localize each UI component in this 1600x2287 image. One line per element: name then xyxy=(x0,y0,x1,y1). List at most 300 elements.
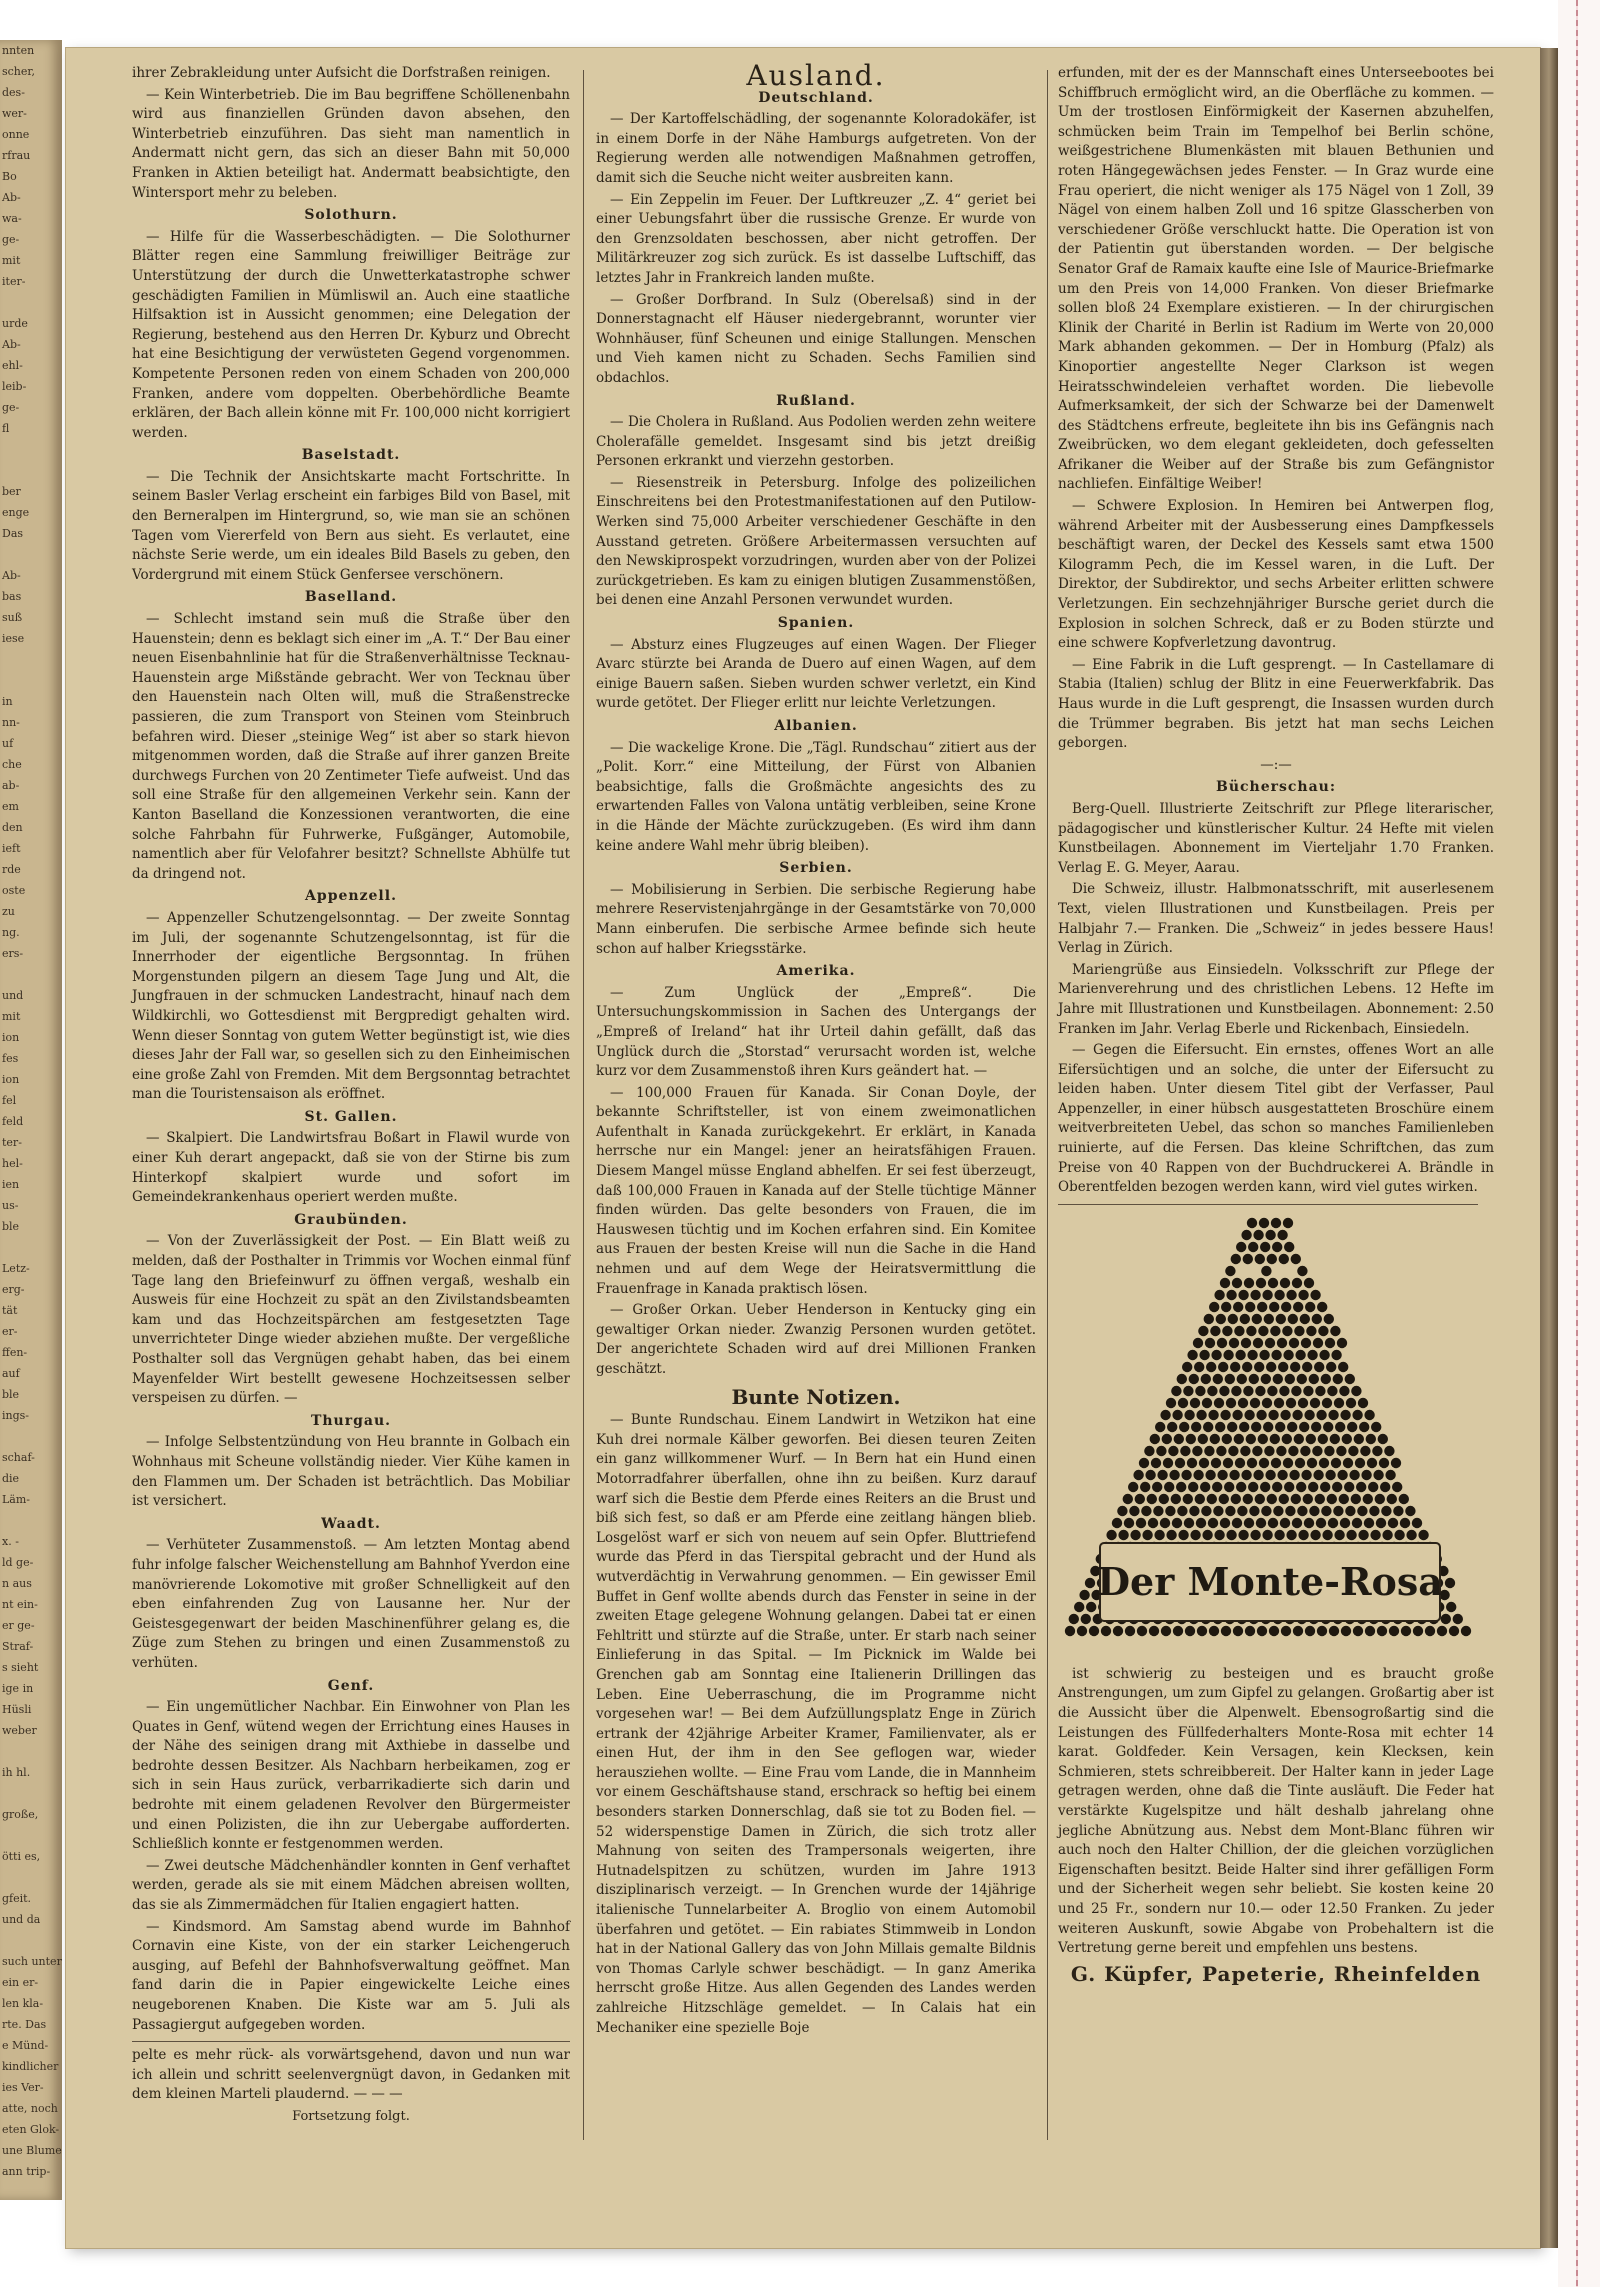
mountain-dot xyxy=(1401,1626,1411,1636)
mountain-dot xyxy=(1248,1242,1258,1252)
mountain-dot xyxy=(1339,1386,1349,1396)
adjacent-page-fragment xyxy=(0,1741,62,1762)
mountain-dot xyxy=(1243,1254,1253,1264)
mountain-dot xyxy=(1326,1362,1336,1372)
mountain-dot xyxy=(1257,1302,1267,1312)
mountain-dot xyxy=(1358,1530,1368,1540)
adjacent-page-fragment: Das xyxy=(2,527,24,540)
adjacent-page-fragment: bas xyxy=(2,590,22,603)
adjacent-page-fragment: in xyxy=(2,695,13,708)
mountain-dot xyxy=(1346,1398,1356,1408)
mountain-dot xyxy=(1282,1326,1292,1336)
adjacent-page-fragment: rfrau xyxy=(2,149,31,162)
adjacent-page-fragment xyxy=(0,670,62,691)
mountain-dot xyxy=(1189,1374,1199,1384)
adjacent-page-fragment: urde xyxy=(2,317,28,330)
mountain-dot xyxy=(1453,1614,1463,1624)
section-heading: Rußland. xyxy=(776,392,856,409)
mountain-dot xyxy=(1332,1482,1342,1492)
mountain-dot xyxy=(1292,1278,1302,1288)
advertisement-monte-rosa xyxy=(1058,1204,1478,1665)
mountain-dot xyxy=(1323,1422,1333,1432)
mountain-dot xyxy=(1277,1338,1287,1348)
mountain-dot xyxy=(1384,1446,1394,1456)
mountain-dot xyxy=(1296,1482,1306,1492)
mountain-dot xyxy=(1264,1446,1274,1456)
mountain-dot xyxy=(1142,1530,1152,1540)
mountain-dot xyxy=(1259,1458,1269,1468)
column-rule xyxy=(583,70,584,2140)
mountain-dot xyxy=(1327,1386,1337,1396)
mountain-dot xyxy=(1298,1290,1308,1300)
section-heading: Baselstadt. xyxy=(301,447,401,464)
mountain-dot xyxy=(1337,1470,1347,1480)
mountain-dot xyxy=(1329,1626,1339,1636)
mountain-dot xyxy=(1168,1446,1178,1456)
mountain-dot xyxy=(1266,1362,1276,1372)
mountain-dot xyxy=(1319,1350,1329,1360)
mountain-dot xyxy=(1342,1434,1352,1444)
mountain-dot xyxy=(1279,1254,1289,1264)
advertisement-signature: G. Küpfer, Papeterie, Rheinfelden xyxy=(1070,1961,1482,1986)
mountain-dot xyxy=(1135,1494,1145,1504)
mountain-dot xyxy=(1282,1434,1292,1444)
mountain-dot xyxy=(1405,1506,1415,1516)
mountain-dot xyxy=(1288,1446,1298,1456)
article-text: — Mobilisierung in Serbien. Die serbische Regierung habe mehrere Reservistenjahrgänge in der Gesamtstärke von 70,000 Mann einberufen. Die serbische Armee befinde sich heute schon auf halber Kriegsstärke. xyxy=(596,881,1036,957)
mountain-dot xyxy=(1399,1494,1409,1504)
mountain-dot xyxy=(1152,1482,1162,1492)
mountain-dot xyxy=(1228,1446,1238,1456)
mountain-dot xyxy=(1245,1626,1255,1636)
mountain-dot xyxy=(1270,1326,1280,1336)
mountain-dot xyxy=(1281,1302,1291,1312)
adjacent-page-fragment: und xyxy=(2,989,24,1002)
mountain-dot xyxy=(1214,1530,1224,1540)
adjacent-page-fragment: x. - xyxy=(2,1535,19,1548)
adjacent-page-fragment: oste xyxy=(2,884,26,897)
article-text: pelte es mehr rück- als vorwärtsgehend, davon und nun war ich allein und schritt seelenvergnügt davon, in Gedanken mit dem kleinen Marteli plaudernd. — — — xyxy=(132,2047,570,2103)
adjacent-page-edge xyxy=(0,40,62,2200)
mountain-dot xyxy=(1226,1290,1236,1300)
mountain-dot xyxy=(1081,1614,1091,1624)
mountain-dot xyxy=(1216,1314,1226,1324)
adjacent-page-fragment: ies Ver- xyxy=(2,2081,44,2094)
mountain-dot xyxy=(1300,1446,1310,1456)
mountain-dot xyxy=(1232,1518,1242,1528)
mountain-dot xyxy=(1251,1422,1261,1432)
mountain-dot xyxy=(1125,1626,1135,1636)
mountain-dot xyxy=(1141,1506,1151,1516)
mountain-dot xyxy=(1340,1518,1350,1528)
adjacent-page-fragment: ih hl. xyxy=(2,1766,31,1779)
mountain-dot xyxy=(1198,1326,1208,1336)
article-text: — Schlecht imstand sein muß die Straße über den Hauenstein; denn es beklagt sich einer im „A. T.“ Der Bau einer neuen Eisenbahnlinie hat für die Straßenverhältnisse Tecknau-Hauenstein arge Mißstände gebracht. Wer von Tecknau über den Hauenstein nach Olten will, muß die Straßenstrecke passieren, die zum Transport von Steinen vom Steinbruch befahren wird. Dieser „steinige Weg“ ist aber so stark hievon mitgenommen worden, daß die Straße auf ihrer ganzen Breite durchwegs Furchen von 20 Zentimeter Tiefe aufweist. Und das soll eine Straße für den allgemeinen Verkehr sein. Kann der Kanton Baselland die Konzessionen verantworten, die eine solche Fahrbahn für Fuhrwerke, Fußgänger, Automobile, namentlich aber für Velofahrer besitzt? Schnellste Abhülfe tut da dringend not. xyxy=(132,611,570,882)
mountain-dot xyxy=(1217,1470,1227,1480)
mountain-dot xyxy=(1304,1278,1314,1288)
mountain-dot xyxy=(1301,1470,1311,1480)
mountain-dot xyxy=(1250,1398,1260,1408)
mountain-dot xyxy=(1306,1434,1316,1444)
mountain-dot xyxy=(1324,1314,1334,1324)
adjacent-page-fragment: ge- xyxy=(2,233,20,246)
section-heading: Baselland. xyxy=(304,589,398,606)
mountain-dot xyxy=(1171,1386,1181,1396)
adjacent-page-fragment: onne xyxy=(2,128,30,141)
adjacent-page-fragment: hel- xyxy=(2,1157,23,1170)
mountain-dot xyxy=(1372,1446,1382,1456)
section-heading: Spanien. xyxy=(777,615,855,632)
adjacent-page-fragment: nnten xyxy=(2,44,35,57)
mountain-dot xyxy=(1333,1506,1343,1516)
mountain-dot xyxy=(1265,1470,1275,1480)
mountain-dot xyxy=(1312,1314,1322,1324)
mountain-dot xyxy=(1304,1518,1314,1528)
mountain-dot xyxy=(1305,1302,1315,1312)
adjacent-page-fragment: ble xyxy=(2,1388,20,1401)
mountain-dot xyxy=(1321,1506,1331,1516)
mountain-dot xyxy=(1190,1398,1200,1408)
mountain-dot xyxy=(1241,1230,1251,1240)
mountain-dot xyxy=(1320,1482,1330,1492)
mountain-dot xyxy=(1279,1494,1289,1504)
mountain-dot xyxy=(1231,1386,1241,1396)
mountain-dot xyxy=(1280,1518,1290,1528)
mountain-dot xyxy=(1197,1626,1207,1636)
mountain-dot xyxy=(1153,1506,1163,1516)
mountain-dot xyxy=(1196,1410,1206,1420)
mountain-dot xyxy=(1378,1434,1388,1444)
article-text: — Zum Unglück der „Empreß“. Die Untersuchungskommission in Sachen des Untergangs der „Empreß of Ireland“ hat ihr Urteil dahin gefällt, daß das Unglück durch die „Storstad“ verursacht worden ist, welche kurz vor dem Zusammenstoß ihren Kurs geändert hat. — xyxy=(596,984,1036,1080)
mountain-dot xyxy=(1235,1350,1245,1360)
mountain-dot xyxy=(1244,1518,1254,1528)
mountain-dot xyxy=(1213,1506,1223,1516)
mountain-dot xyxy=(1369,1506,1379,1516)
adjacent-page-fragment: den xyxy=(2,821,23,834)
article-text: — Eine Fabrik in die Luft gesprengt. — In Castellamare di Stabia (Italien) schlug der Blitz in eine Feuerwerkfabrik. Das Haus wurde in die Luft gesprengt, die Insassen wurden durch die Trümmer begraben. Bis jetzt hat man sechs Leichen geborgen. xyxy=(1058,656,1494,752)
adjacent-page-fragment: Ab- xyxy=(2,191,21,204)
mountain-dot xyxy=(1233,1626,1243,1636)
mountain-dot xyxy=(1334,1530,1344,1540)
mountain-dot xyxy=(1280,1278,1290,1288)
mountain-dot xyxy=(1250,1530,1260,1540)
mountain-dot xyxy=(1366,1434,1376,1444)
adjacent-page-fragment: feld xyxy=(2,1115,24,1128)
adjacent-page-fragment: atte, noch xyxy=(2,2102,58,2115)
adjacent-page-fragment: zu xyxy=(2,905,15,918)
section-heading: Amerika. xyxy=(776,963,856,980)
adjacent-page-fragment: rde xyxy=(2,863,21,876)
adjacent-page-fragment: us- xyxy=(2,1199,19,1212)
mountain-dot xyxy=(1233,1302,1243,1312)
mountain-dot xyxy=(1375,1494,1385,1504)
mountain-dot xyxy=(1387,1494,1397,1504)
mountain-dot xyxy=(1305,1626,1315,1636)
mountain-dot xyxy=(1368,1482,1378,1492)
mountain-dot xyxy=(1204,1446,1214,1456)
mountain-dot xyxy=(1172,1518,1182,1528)
mountain-dot xyxy=(1222,1434,1232,1444)
mountain-dot xyxy=(1179,1422,1189,1432)
mountain-dot xyxy=(1259,1218,1269,1228)
mountain-dot xyxy=(1196,1518,1206,1528)
mountain-dot xyxy=(1310,1290,1320,1300)
article-text: — Infolge Selbstentzündung von Heu brannte in Golbach ein Wohnhaus mit Scheune vollständig nieder. Vier Kühe kamen in den Flammen um. Der Schaden ist beträchtlich. Das Mobiliar ist versichert. xyxy=(132,1434,570,1510)
mountain-dot xyxy=(1253,1338,1263,1348)
mountain-dot xyxy=(1289,1338,1299,1348)
column-rule xyxy=(1047,70,1048,2140)
mountain-dot xyxy=(1137,1626,1147,1636)
mountain-dot xyxy=(1210,1434,1220,1444)
mountain-dot xyxy=(1194,1362,1204,1372)
article-text: — Bunte Rundschau. Einem Landwirt in Wetzikon hat eine Kuh drei normale Kälber geworfen. Bei diesen teuren Zeiten ein ganz willkommener Wurf. — In Bern hat ein Hund einen Motorradfahrer überfallen, ohne ihn zu beißen. Kurz darauf warf sich die Bestie dem Pferde eines Reiters an die Brust und biß sich fest, so daß er am Pferde eine zeitlang hängen blieb. Losgelöst warf er sich von neuem auf sein Opfer. Bluttriefend wurde das Pferd in das Tierspital gebracht und der Hund als wutverdächtig in Verwahrung genommen. — Ein gewisser Emil Buffet in Genf wollte abends durch das Fenster in seine in der zweiten Etage gelegene Wohnung gelangen. Dabei tat er einen Fehltritt und stürzte auf die Straße, unter. Er starb nach seiner Einlieferung in das Spital. — Im Picknick im Walde bei Grenchen gab am Sonntag eine Italienerin Drillingen das Leben. Eine Ueberraschung, die im Programme nicht vorgesehen war! — Bei dem Aufzüllungsplatz Enge in Zürich ertrank der 42jährige Arbeiter Kramer, Familienvater, als er einen Hut, der ihm in den See geflogen war, wieder herausziehen wollte. — Eine Frau vom Lande, die in Mannheim vor einem Geschäftshause stand, erschrack so heftig bei einem besonders starken Donnerschlag, daß sie tot zu Boden fiel. — 52 widerspenstige Damen in Zürich, die sich trotz aller Mahnung von seiten des Trampersonals weigerten, ihre Hutnadelspitzen zu schützen, wurden im Jahre 1913 disziplinarisch verzeigt. — In Grenchen wurde der 14jährige italienische Tunnelarbeiter A. Broglio von einem Automobil überfahren und getötet. — Ein rabiates Stimmweib in London hat in der National Gallery das von John Millais gemalte Bildnis von Thomas Carlyle schwer beschädigt. — In ganz Amerika herrscht große Hitze. Aus allen Gegenden des Landes werden zahlreiche Hitzschläge gemeldet. — In Calais hat ein Mechaniker eine spezielle Boje xyxy=(596,1412,1036,2036)
mountain-dot xyxy=(1340,1410,1350,1420)
mountain-dot xyxy=(1335,1422,1345,1432)
adjacent-page-fragment: rte. Das xyxy=(2,2018,47,2031)
adjacent-page-fragment: s sieht xyxy=(2,1661,39,1674)
mountain-dot xyxy=(1346,1530,1356,1540)
adjacent-page-fragment: ieft xyxy=(2,842,21,855)
mountain-dot xyxy=(1159,1494,1169,1504)
mountain-dot xyxy=(1257,1626,1267,1636)
mountain-dot xyxy=(1272,1482,1282,1492)
mountain-dot xyxy=(1232,1278,1242,1288)
mountain-dot xyxy=(1189,1506,1199,1516)
mountain-dot xyxy=(1193,1470,1203,1480)
adjacent-page-fragment: nn- xyxy=(2,716,20,729)
adjacent-page-fragment: ige in xyxy=(2,1682,34,1695)
mountain-dot xyxy=(1262,1398,1272,1408)
adjacent-page-fragment: kindlicher xyxy=(2,2060,59,2073)
mountain-dot xyxy=(1128,1482,1138,1492)
mountain-dot xyxy=(1234,1434,1244,1444)
mountain-dot xyxy=(1292,1410,1302,1420)
mountain-dot xyxy=(1167,1422,1177,1432)
mountain-dot xyxy=(1461,1626,1471,1636)
mountain-dot xyxy=(1263,1422,1273,1432)
adjacent-page-fragment: ehl- xyxy=(2,359,23,372)
mountain-dot xyxy=(1310,1398,1320,1408)
mountain-dot xyxy=(1238,1290,1248,1300)
mountain-dot xyxy=(1328,1518,1338,1528)
mountain-dot xyxy=(1222,1326,1232,1336)
mountain-dot xyxy=(1175,1458,1185,1468)
mountain-dot xyxy=(1086,1602,1096,1612)
mountain-dot xyxy=(1133,1470,1143,1480)
mountain-dot xyxy=(1365,1626,1375,1636)
mountain-dot xyxy=(1211,1458,1221,1468)
mountain-dot xyxy=(1300,1314,1310,1324)
mountain-dot xyxy=(1337,1338,1347,1348)
mountain-dot xyxy=(1118,1530,1128,1540)
mountain-dot xyxy=(1360,1446,1370,1456)
adjacent-page-fragment xyxy=(0,1237,62,1258)
mountain-dot xyxy=(1262,1290,1272,1300)
article-text: — Verhüteter Zusammenstoß. — Am letzten Montag abend fuhr infolge falscher Weichenstellung am Bahnhof Yverdon eine manövrierende Lokomotive mit großer Schnelligkeit auf den eben einfahrenden Zug von Lausanne her. Nur der Geistesgegenwart der beiden Maschinenführer gelang es, die Züge zum Stehen zu bringen und einen Zusammenstoß zu verhüten. xyxy=(132,1537,570,1671)
mountain-dot xyxy=(1185,1626,1195,1636)
mountain-dot xyxy=(1446,1602,1456,1612)
mountain-dot xyxy=(1315,1386,1325,1396)
mountain-dot xyxy=(1400,1518,1410,1528)
mountain-dot xyxy=(1216,1446,1226,1456)
mountain-dot xyxy=(1124,1518,1134,1528)
article-text: — Die Cholera in Rußland. Aus Podolien werden zehn weitere Cholerafälle gemeldet. Insgesamt sind bis jetzt dreißig Personen erkrankt und vierzehn gestorben. xyxy=(596,414,1036,470)
advertisement-title: Der Monte-Rosa xyxy=(1097,1558,1443,1604)
section-heading: Appenzell. xyxy=(305,888,397,905)
mountain-dot xyxy=(1265,1338,1275,1348)
mountain-dot xyxy=(1292,1518,1302,1528)
mountain-dot xyxy=(1445,1578,1455,1588)
adjacent-page-fragment: len kla- xyxy=(2,1997,44,2010)
mountain-dot xyxy=(1228,1314,1238,1324)
adjacent-page-fragment: che xyxy=(2,758,22,771)
mountain-dot xyxy=(1065,1626,1075,1636)
mountain-dot xyxy=(1361,1470,1371,1480)
article-text: — Skalpiert. Die Landwirtsfrau Boßart in Flawil wurde von einer Kuh derart angepackt, daß sie von der Stirne bis zum Hinterkopf skalpiert wurde und sofort im Gemeindekrankenhaus operiert werden mußte. xyxy=(132,1130,570,1206)
mountain-dot xyxy=(1219,1386,1229,1396)
mountain-dot xyxy=(1201,1374,1211,1384)
mountain-dot xyxy=(1069,1614,1079,1624)
article-text: — Hilfe für die Wasserbeschädigten. — Die Solothurner Blätter regen eine Sammlung freiwilliger Beiträge zur Unterstützung der durch die Unwetterkatastrophe schwer geschädigten Familien in Mümliswil an. Auch eine staatliche Hilfsaktion ist in Aussicht genommen; eine Delegation der Regierung, bestehend aus den Herren Dr. Kyburz und Obrecht hat eine Besichtigung der verwüsteten Gegend vorgenommen. Kompetente Personen reden von einem Schaden von 200,000 Franken, andere vom doppelten. Oberbehördliche Beamte erklären, der Bach allein könne mit Fr. 100,000 nicht korrigiert werden. xyxy=(132,228,570,441)
column-3 xyxy=(1058,64,1494,2154)
mountain-dot xyxy=(1198,1434,1208,1444)
adjacent-page-fragment: auf xyxy=(2,1367,20,1380)
mountain-dot xyxy=(1298,1398,1308,1408)
adjacent-page-fragment: iese xyxy=(2,632,25,645)
mountain-dot xyxy=(1243,1494,1253,1504)
mountain-dot xyxy=(1306,1326,1316,1336)
adjacent-page-fragment: uf xyxy=(2,737,14,750)
page-edge-strip xyxy=(1540,48,1558,2248)
mountain-dot xyxy=(1223,1350,1233,1360)
adjacent-page-fragment xyxy=(0,1426,62,1447)
mountain-dot xyxy=(1273,1374,1283,1384)
mountain-dot xyxy=(1213,1374,1223,1384)
mountain-dot xyxy=(1303,1494,1313,1504)
adjacent-page-fragment: fel xyxy=(2,1094,17,1107)
adjacent-page-fragment: scher, xyxy=(2,65,35,78)
mountain-dot xyxy=(1253,1470,1263,1480)
adjacent-page-fragment xyxy=(0,292,62,313)
mountain-dot xyxy=(1303,1386,1313,1396)
mountain-dot xyxy=(1191,1422,1201,1432)
adjacent-page-fragment: ffen- xyxy=(2,1346,28,1359)
mountain-dot xyxy=(1291,1254,1301,1264)
mountain-dot xyxy=(1219,1494,1229,1504)
adjacent-page-fragment: Hüsli xyxy=(2,1703,32,1716)
mountain-dot xyxy=(1165,1506,1175,1516)
binding-margin xyxy=(1558,0,1600,2287)
mountain-dot xyxy=(1218,1362,1228,1372)
mountain-dot xyxy=(1275,1422,1285,1432)
mountain-dot xyxy=(1211,1350,1221,1360)
mountain-dot xyxy=(1309,1374,1319,1384)
mountain-dot xyxy=(1199,1350,1209,1360)
mountain-dot xyxy=(1388,1518,1398,1528)
separator: —:— xyxy=(1260,756,1292,773)
mountain-dot xyxy=(1393,1506,1403,1516)
mountain-dot xyxy=(1376,1518,1386,1528)
mountain-dot xyxy=(1291,1494,1301,1504)
mountain-dot xyxy=(1312,1446,1322,1456)
mountain-dot xyxy=(1267,1386,1277,1396)
adjacent-page-fragment: leib- xyxy=(2,380,27,393)
mountain-dot xyxy=(1148,1518,1158,1528)
mountain-dot xyxy=(1236,1242,1246,1252)
mountain-dot xyxy=(1273,1506,1283,1516)
article-text: Mariengrüße aus Einsiedeln. Volksschrift zur Pflege der Marienverehrung und des christlichen Lebens. 12 Hefte im Jahre mit Illustrationen und Kunstbeilagen. Abonnement: 2.50 Franken im Jahr. Verlag Eberle und Rickenbach, Einsiedeln. xyxy=(1058,961,1494,1037)
mountain-dot xyxy=(1380,1482,1390,1492)
mountain-dot xyxy=(1234,1326,1244,1336)
mountain-dot xyxy=(1245,1302,1255,1312)
adjacent-page-fragment xyxy=(0,1825,62,1846)
mountain-dot xyxy=(1276,1446,1286,1456)
adjacent-page-fragment xyxy=(0,649,62,670)
mountain-dot xyxy=(1281,1626,1291,1636)
mountain-dot xyxy=(1297,1506,1307,1516)
mountain-dot xyxy=(1311,1422,1321,1432)
mountain-dot xyxy=(1406,1530,1416,1540)
mountain-dot xyxy=(1283,1218,1293,1228)
mountain-dot xyxy=(1267,1254,1277,1264)
mountain-dot xyxy=(1370,1530,1380,1540)
mountain-dot xyxy=(1271,1218,1281,1228)
mountain-dot xyxy=(1195,1386,1205,1396)
mountain-dot xyxy=(1113,1626,1123,1636)
adjacent-page-fragment: fl xyxy=(2,422,10,435)
advertisement-text: ist schwierig zu besteigen und es braucht große Anstrengungen, um zum Gipfel zu gelangen. Großartig aber ist die Aussicht über die Alpenwelt. Ebensogroßartig sind die Leistungen des Füllfederhalters Monte-Rosa mit echter 14 karat. Goldfeder. Kein Versagen, kein Klecksen, kein Schmieren, stets schreibbereit. Der Halter kann in jeder Lage getragen werden, ohne daß die Tinte ausläuft. Die Feder hat verstärkte Kugelspitze und hält deshalb jahrelang ohne jegliche Abnützung aus. Nebst dem Mont-Blanc führen wir auch noch den Halter Chillion, der die gleichen vorzüglichen Eigenschaften besitzt. Beide Halter sind ihrer gefälligen Form und der Sicherheit wegen sehr beliebt. Sie kosten keine 20 und 25 Fr., sondern nur 10.— oder 12.50 Franken. Zu jeder weiteren Auskunft, sowie Abgabe von Probehaltern ist die Vertretung gerne bereit und empfehlen uns bestens. xyxy=(1058,1665,1494,1957)
article-text: — Der Kartoffelschädling, der sogenannte Koloradokäfer, ist in einem Dorfe in der Nähe Hamburgs aufgetreten. Von der Regierung werden alle notwendigen Maßnahmen getroffen, damit sich die Seuche nicht weiter ausbreiten kann. xyxy=(596,111,1036,186)
mountain-dot xyxy=(1288,1314,1298,1324)
mountain-dot xyxy=(1301,1338,1311,1348)
mountain-dot xyxy=(1224,1482,1234,1492)
mountain-dot xyxy=(1313,1470,1323,1480)
mountain-dot xyxy=(1244,1410,1254,1420)
column-1 xyxy=(132,64,570,2124)
adjacent-page-fragment: er ge- xyxy=(2,1619,35,1632)
adjacent-page-fragment: tät xyxy=(2,1304,18,1317)
mountain-dot xyxy=(1229,1338,1239,1348)
mountain-dot xyxy=(1279,1386,1289,1396)
mountain-dot xyxy=(1441,1614,1451,1624)
mountain-dot xyxy=(1231,1494,1241,1504)
mountain-dot xyxy=(1271,1350,1281,1360)
mountain-dot xyxy=(1285,1506,1295,1516)
mountain-dot xyxy=(1130,1530,1140,1540)
mountain-dot xyxy=(1333,1374,1343,1384)
mountain-dot xyxy=(1353,1626,1363,1636)
mountain-dot xyxy=(1246,1326,1256,1336)
mountain-dot xyxy=(1190,1530,1200,1540)
mountain-dot xyxy=(1295,1458,1305,1468)
adjacent-page-fragment: em xyxy=(2,800,19,813)
mountain-dot xyxy=(1437,1626,1447,1636)
section-title-bunte-notizen: Bunte Notizen. xyxy=(731,1384,901,1409)
mountain-dot xyxy=(1085,1578,1095,1588)
mountain-dot xyxy=(1268,1278,1278,1288)
mountain-dot xyxy=(1336,1446,1346,1456)
mountain-dot xyxy=(1258,1326,1268,1336)
mountain-dot xyxy=(1184,1518,1194,1528)
mountain-dot xyxy=(1077,1626,1087,1636)
mountain-dot xyxy=(1274,1398,1284,1408)
mountain-dot xyxy=(1178,1530,1188,1540)
mountain-dot xyxy=(1324,1446,1334,1456)
mountain-dot xyxy=(1162,1434,1172,1444)
mountain-dot xyxy=(1345,1374,1355,1384)
mountain-dot xyxy=(1285,1374,1295,1384)
mountain-dot xyxy=(1229,1470,1239,1480)
